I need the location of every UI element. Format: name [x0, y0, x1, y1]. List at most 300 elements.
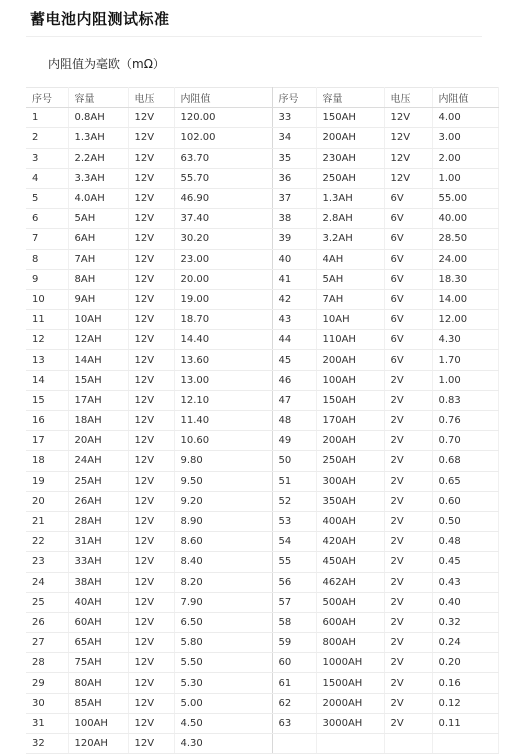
- cell-resistance: 1.00: [432, 370, 498, 390]
- cell-capacity: 2.8AH: [316, 209, 384, 229]
- cell-resistance: 0.50: [432, 511, 498, 531]
- cell-voltage: 2V: [384, 491, 432, 511]
- table-row: [26, 673, 498, 693]
- cell-index: 25: [26, 592, 68, 612]
- cell-capacity: 600AH: [316, 612, 384, 632]
- cell-capacity: 500AH: [316, 592, 384, 612]
- cell-voltage: 12V: [128, 612, 174, 632]
- cell-capacity: 170AH: [316, 411, 384, 431]
- cell-resistance: 5.30: [174, 673, 272, 693]
- table-row: [26, 108, 498, 128]
- cell-index: 52: [272, 491, 316, 511]
- cell-resistance: 63.70: [174, 148, 272, 168]
- col-header-resistance-2: 内阻值: [432, 88, 498, 108]
- table-row: [26, 734, 498, 754]
- cell-resistance: 9.50: [174, 471, 272, 491]
- cell-resistance: 0.68: [432, 451, 498, 471]
- col-header-voltage: 电压: [128, 88, 174, 108]
- cell-index: 1: [26, 108, 68, 128]
- cell-voltage: 12V: [128, 491, 174, 511]
- cell-resistance: 0.43: [432, 572, 498, 592]
- cell-voltage: 12V: [128, 713, 174, 733]
- cell-index: 6: [26, 209, 68, 229]
- cell-capacity: 200AH: [316, 128, 384, 148]
- cell-index: 62: [272, 693, 316, 713]
- cell-voltage: 12V: [128, 229, 174, 249]
- cell-resistance: 40.00: [432, 209, 498, 229]
- cell-index: 45: [272, 350, 316, 370]
- cell-resistance: 0.12: [432, 693, 498, 713]
- cell-resistance: 30.20: [174, 229, 272, 249]
- cell-capacity: 200AH: [316, 350, 384, 370]
- cell-voltage: 12V: [128, 511, 174, 531]
- cell-capacity: 17AH: [68, 390, 128, 410]
- table-header-row: [26, 88, 498, 108]
- cell-voltage: 12V: [128, 693, 174, 713]
- cell-index: 15: [26, 390, 68, 410]
- cell-voltage: 12V: [384, 108, 432, 128]
- cell-voltage: 2V: [384, 390, 432, 410]
- cell-voltage: 2V: [384, 411, 432, 431]
- cell-voltage: 12V: [128, 673, 174, 693]
- table-row: [26, 390, 498, 410]
- cell-capacity: 0.8AH: [68, 108, 128, 128]
- cell-resistance: 5.80: [174, 633, 272, 653]
- cell-voltage: 2V: [384, 572, 432, 592]
- cell-voltage: 12V: [128, 128, 174, 148]
- cell-index: 4: [26, 168, 68, 188]
- cell-index: 17: [26, 431, 68, 451]
- cell-voltage: 2V: [384, 653, 432, 673]
- cell-voltage: 12V: [384, 128, 432, 148]
- cell-resistance: 0.32: [432, 612, 498, 632]
- cell-voltage: 2V: [384, 370, 432, 390]
- cell-resistance: 120.00: [174, 108, 272, 128]
- cell-resistance: 10.60: [174, 431, 272, 451]
- cell-capacity: 40AH: [68, 592, 128, 612]
- cell-voltage: 12V: [384, 168, 432, 188]
- cell-index: 12: [26, 330, 68, 350]
- cell-index: 31: [26, 713, 68, 733]
- cell-capacity: 14AH: [68, 350, 128, 370]
- cell-index: 7: [26, 229, 68, 249]
- table-row: [26, 471, 498, 491]
- cell-capacity: 2000AH: [316, 693, 384, 713]
- cell-capacity: 350AH: [316, 491, 384, 511]
- cell-resistance: 8.60: [174, 532, 272, 552]
- cell-index: [272, 734, 316, 754]
- cell-index: 40: [272, 249, 316, 269]
- cell-capacity: 65AH: [68, 633, 128, 653]
- cell-voltage: 12V: [128, 390, 174, 410]
- cell-index: 46: [272, 370, 316, 390]
- cell-resistance: 0.48: [432, 532, 498, 552]
- cell-voltage: 6V: [384, 330, 432, 350]
- cell-voltage: 2V: [384, 431, 432, 451]
- cell-resistance: 0.16: [432, 673, 498, 693]
- cell-voltage: 12V: [128, 209, 174, 229]
- cell-resistance: 9.80: [174, 451, 272, 471]
- cell-capacity: 230AH: [316, 148, 384, 168]
- cell-index: 43: [272, 310, 316, 330]
- cell-resistance: 11.40: [174, 411, 272, 431]
- cell-capacity: 250AH: [316, 451, 384, 471]
- table-row: [26, 249, 498, 269]
- cell-voltage: 12V: [128, 653, 174, 673]
- cell-index: 24: [26, 572, 68, 592]
- table-row: [26, 693, 498, 713]
- cell-voltage: 6V: [384, 209, 432, 229]
- cell-capacity: 110AH: [316, 330, 384, 350]
- cell-voltage: [384, 734, 432, 754]
- cell-capacity: 31AH: [68, 532, 128, 552]
- cell-voltage: 2V: [384, 673, 432, 693]
- cell-capacity: 1000AH: [316, 653, 384, 673]
- cell-voltage: 6V: [384, 188, 432, 208]
- cell-capacity: 462AH: [316, 572, 384, 592]
- cell-index: 14: [26, 370, 68, 390]
- cell-voltage: 12V: [128, 168, 174, 188]
- cell-index: 33: [272, 108, 316, 128]
- cell-index: 61: [272, 673, 316, 693]
- cell-index: 53: [272, 511, 316, 531]
- cell-resistance: 0.20: [432, 653, 498, 673]
- cell-index: 42: [272, 289, 316, 309]
- cell-index: 37: [272, 188, 316, 208]
- cell-index: 16: [26, 411, 68, 431]
- cell-index: 49: [272, 431, 316, 451]
- cell-index: 50: [272, 451, 316, 471]
- cell-resistance: 1.00: [432, 168, 498, 188]
- cell-resistance: 102.00: [174, 128, 272, 148]
- cell-capacity: 25AH: [68, 471, 128, 491]
- table-row: [26, 411, 498, 431]
- cell-capacity: 18AH: [68, 411, 128, 431]
- cell-capacity: 300AH: [316, 471, 384, 491]
- cell-resistance: 0.60: [432, 491, 498, 511]
- cell-capacity: 9AH: [68, 289, 128, 309]
- cell-index: 28: [26, 653, 68, 673]
- cell-capacity: 250AH: [316, 168, 384, 188]
- cell-capacity: 28AH: [68, 511, 128, 531]
- cell-resistance: 12.10: [174, 390, 272, 410]
- cell-capacity: 24AH: [68, 451, 128, 471]
- table-row: [26, 209, 498, 229]
- cell-index: 60: [272, 653, 316, 673]
- cell-capacity: 2.2AH: [68, 148, 128, 168]
- cell-capacity: 420AH: [316, 532, 384, 552]
- table-body: [26, 108, 498, 754]
- cell-voltage: 12V: [128, 148, 174, 168]
- cell-capacity: 20AH: [68, 431, 128, 451]
- cell-capacity: 8AH: [68, 269, 128, 289]
- cell-capacity: 1.3AH: [316, 188, 384, 208]
- cell-capacity: 3.3AH: [68, 168, 128, 188]
- cell-voltage: 12V: [128, 370, 174, 390]
- cell-resistance: 0.45: [432, 552, 498, 572]
- cell-resistance: 19.00: [174, 289, 272, 309]
- cell-resistance: 14.00: [432, 289, 498, 309]
- resistance-table: [26, 87, 499, 754]
- cell-capacity: 15AH: [68, 370, 128, 390]
- cell-capacity: 3000AH: [316, 713, 384, 733]
- cell-resistance: [432, 734, 498, 754]
- cell-index: 26: [26, 612, 68, 632]
- table-row: [26, 653, 498, 673]
- cell-voltage: 12V: [128, 330, 174, 350]
- cell-resistance: 12.00: [432, 310, 498, 330]
- cell-index: 3: [26, 148, 68, 168]
- cell-index: 22: [26, 532, 68, 552]
- table-row: [26, 269, 498, 289]
- cell-index: 19: [26, 471, 68, 491]
- cell-index: 18: [26, 451, 68, 471]
- cell-capacity: 38AH: [68, 572, 128, 592]
- cell-index: 20: [26, 491, 68, 511]
- cell-capacity: 26AH: [68, 491, 128, 511]
- cell-voltage: 12V: [128, 471, 174, 491]
- cell-resistance: 6.50: [174, 612, 272, 632]
- cell-resistance: 2.00: [432, 148, 498, 168]
- cell-voltage: 2V: [384, 471, 432, 491]
- table-row: [26, 592, 498, 612]
- cell-index: 9: [26, 269, 68, 289]
- cell-voltage: 12V: [128, 572, 174, 592]
- cell-voltage: 6V: [384, 350, 432, 370]
- col-header-index: 序号: [26, 88, 68, 108]
- cell-index: 48: [272, 411, 316, 431]
- cell-index: 23: [26, 552, 68, 572]
- unit-note: 内阻值为毫欧（mΩ）: [48, 57, 165, 71]
- cell-resistance: 13.00: [174, 370, 272, 390]
- cell-capacity: 800AH: [316, 633, 384, 653]
- col-header-capacity: 容量: [68, 88, 128, 108]
- cell-voltage: 2V: [384, 532, 432, 552]
- cell-resistance: 37.40: [174, 209, 272, 229]
- cell-voltage: 2V: [384, 693, 432, 713]
- col-header-resistance: 内阻值: [174, 88, 272, 108]
- cell-capacity: 450AH: [316, 552, 384, 572]
- cell-resistance: 4.30: [174, 734, 272, 754]
- cell-resistance: 0.70: [432, 431, 498, 451]
- cell-voltage: 2V: [384, 633, 432, 653]
- cell-index: 41: [272, 269, 316, 289]
- cell-index: 8: [26, 249, 68, 269]
- cell-index: 10: [26, 289, 68, 309]
- cell-voltage: 12V: [128, 269, 174, 289]
- cell-capacity: 4AH: [316, 249, 384, 269]
- cell-index: 51: [272, 471, 316, 491]
- table-row: [26, 612, 498, 632]
- cell-capacity: 75AH: [68, 653, 128, 673]
- cell-index: 5: [26, 188, 68, 208]
- cell-voltage: 2V: [384, 552, 432, 572]
- cell-index: 21: [26, 511, 68, 531]
- cell-index: 27: [26, 633, 68, 653]
- cell-index: 34: [272, 128, 316, 148]
- cell-capacity: 1.3AH: [68, 128, 128, 148]
- cell-capacity: 6AH: [68, 229, 128, 249]
- cell-voltage: 2V: [384, 612, 432, 632]
- cell-resistance: 0.11: [432, 713, 498, 733]
- cell-capacity: 150AH: [316, 390, 384, 410]
- cell-resistance: 0.24: [432, 633, 498, 653]
- table-row: [26, 148, 498, 168]
- cell-voltage: 12V: [128, 552, 174, 572]
- col-header-capacity-2: 容量: [316, 88, 384, 108]
- cell-capacity: 80AH: [68, 673, 128, 693]
- cell-index: 47: [272, 390, 316, 410]
- cell-resistance: 4.00: [432, 108, 498, 128]
- table-row: [26, 168, 498, 188]
- cell-capacity: 33AH: [68, 552, 128, 572]
- cell-index: 11: [26, 310, 68, 330]
- cell-index: 32: [26, 734, 68, 754]
- cell-index: 56: [272, 572, 316, 592]
- table-row: [26, 431, 498, 451]
- cell-capacity: 7AH: [316, 289, 384, 309]
- cell-capacity: 4.0AH: [68, 188, 128, 208]
- cell-capacity: 100AH: [316, 370, 384, 390]
- cell-index: 58: [272, 612, 316, 632]
- cell-capacity: 150AH: [316, 108, 384, 128]
- cell-capacity: 1500AH: [316, 673, 384, 693]
- cell-index: 2: [26, 128, 68, 148]
- cell-voltage: 12V: [128, 592, 174, 612]
- cell-voltage: 6V: [384, 289, 432, 309]
- cell-resistance: 18.70: [174, 310, 272, 330]
- col-header-voltage-2: 电压: [384, 88, 432, 108]
- cell-resistance: 23.00: [174, 249, 272, 269]
- cell-capacity: 85AH: [68, 693, 128, 713]
- cell-resistance: 0.40: [432, 592, 498, 612]
- cell-resistance: 24.00: [432, 249, 498, 269]
- cell-capacity: 60AH: [68, 612, 128, 632]
- cell-capacity: 3.2AH: [316, 229, 384, 249]
- cell-index: 13: [26, 350, 68, 370]
- table-row: [26, 188, 498, 208]
- cell-voltage: 12V: [128, 532, 174, 552]
- table-row: [26, 451, 498, 471]
- table-row: [26, 350, 498, 370]
- cell-resistance: 9.20: [174, 491, 272, 511]
- cell-resistance: 55.70: [174, 168, 272, 188]
- cell-voltage: 12V: [128, 431, 174, 451]
- cell-voltage: 12V: [128, 451, 174, 471]
- cell-index: 63: [272, 713, 316, 733]
- cell-capacity: 10AH: [68, 310, 128, 330]
- cell-resistance: 28.50: [432, 229, 498, 249]
- table-row: [26, 511, 498, 531]
- cell-resistance: 0.83: [432, 390, 498, 410]
- cell-index: 29: [26, 673, 68, 693]
- cell-resistance: 5.00: [174, 693, 272, 713]
- cell-resistance: 5.50: [174, 653, 272, 673]
- cell-voltage: 12V: [128, 310, 174, 330]
- table-row: [26, 229, 498, 249]
- cell-index: 54: [272, 532, 316, 552]
- cell-resistance: 3.00: [432, 128, 498, 148]
- col-header-index-2: 序号: [272, 88, 316, 108]
- cell-voltage: 6V: [384, 249, 432, 269]
- cell-voltage: 2V: [384, 511, 432, 531]
- cell-voltage: 2V: [384, 592, 432, 612]
- table-row: [26, 289, 498, 309]
- cell-index: 36: [272, 168, 316, 188]
- cell-voltage: 12V: [128, 249, 174, 269]
- cell-resistance: 0.65: [432, 471, 498, 491]
- cell-voltage: 12V: [128, 734, 174, 754]
- cell-resistance: 7.90: [174, 592, 272, 612]
- cell-resistance: 8.20: [174, 572, 272, 592]
- table-row: [26, 128, 498, 148]
- cell-resistance: 8.90: [174, 511, 272, 531]
- cell-index: 30: [26, 693, 68, 713]
- cell-resistance: 0.76: [432, 411, 498, 431]
- cell-index: 57: [272, 592, 316, 612]
- table-row: [26, 532, 498, 552]
- cell-resistance: 1.70: [432, 350, 498, 370]
- cell-resistance: 18.30: [432, 269, 498, 289]
- cell-resistance: 4.30: [432, 330, 498, 350]
- cell-capacity: 200AH: [316, 431, 384, 451]
- table-row: [26, 713, 498, 733]
- cell-index: 35: [272, 148, 316, 168]
- cell-voltage: 2V: [384, 713, 432, 733]
- cell-capacity: 100AH: [68, 713, 128, 733]
- cell-resistance: 4.50: [174, 713, 272, 733]
- cell-voltage: 12V: [128, 188, 174, 208]
- cell-voltage: 12V: [128, 633, 174, 653]
- cell-voltage: 6V: [384, 229, 432, 249]
- cell-voltage: 12V: [128, 108, 174, 128]
- table-row: [26, 491, 498, 511]
- cell-index: 59: [272, 633, 316, 653]
- cell-capacity: 7AH: [68, 249, 128, 269]
- cell-resistance: 14.40: [174, 330, 272, 350]
- cell-capacity: 400AH: [316, 511, 384, 531]
- cell-resistance: 13.60: [174, 350, 272, 370]
- table-row: [26, 370, 498, 390]
- cell-voltage: 2V: [384, 451, 432, 471]
- cell-index: 44: [272, 330, 316, 350]
- cell-voltage: 12V: [128, 411, 174, 431]
- cell-resistance: 46.90: [174, 188, 272, 208]
- cell-resistance: 20.00: [174, 269, 272, 289]
- cell-capacity: 12AH: [68, 330, 128, 350]
- cell-voltage: 12V: [128, 289, 174, 309]
- cell-capacity: [316, 734, 384, 754]
- cell-capacity: 120AH: [68, 734, 128, 754]
- cell-capacity: 5AH: [68, 209, 128, 229]
- cell-index: 55: [272, 552, 316, 572]
- cell-voltage: 6V: [384, 269, 432, 289]
- title-divider: [26, 36, 482, 37]
- cell-voltage: 12V: [128, 350, 174, 370]
- cell-voltage: 6V: [384, 310, 432, 330]
- table-row: [26, 552, 498, 572]
- table-row: [26, 330, 498, 350]
- cell-capacity: 5AH: [316, 269, 384, 289]
- table-row: [26, 310, 498, 330]
- page-title: 蓄电池内阻测试标准: [30, 10, 170, 28]
- cell-capacity: 10AH: [316, 310, 384, 330]
- cell-index: 38: [272, 209, 316, 229]
- table-row: [26, 572, 498, 592]
- cell-resistance: 55.00: [432, 188, 498, 208]
- cell-index: 39: [272, 229, 316, 249]
- cell-voltage: 12V: [384, 148, 432, 168]
